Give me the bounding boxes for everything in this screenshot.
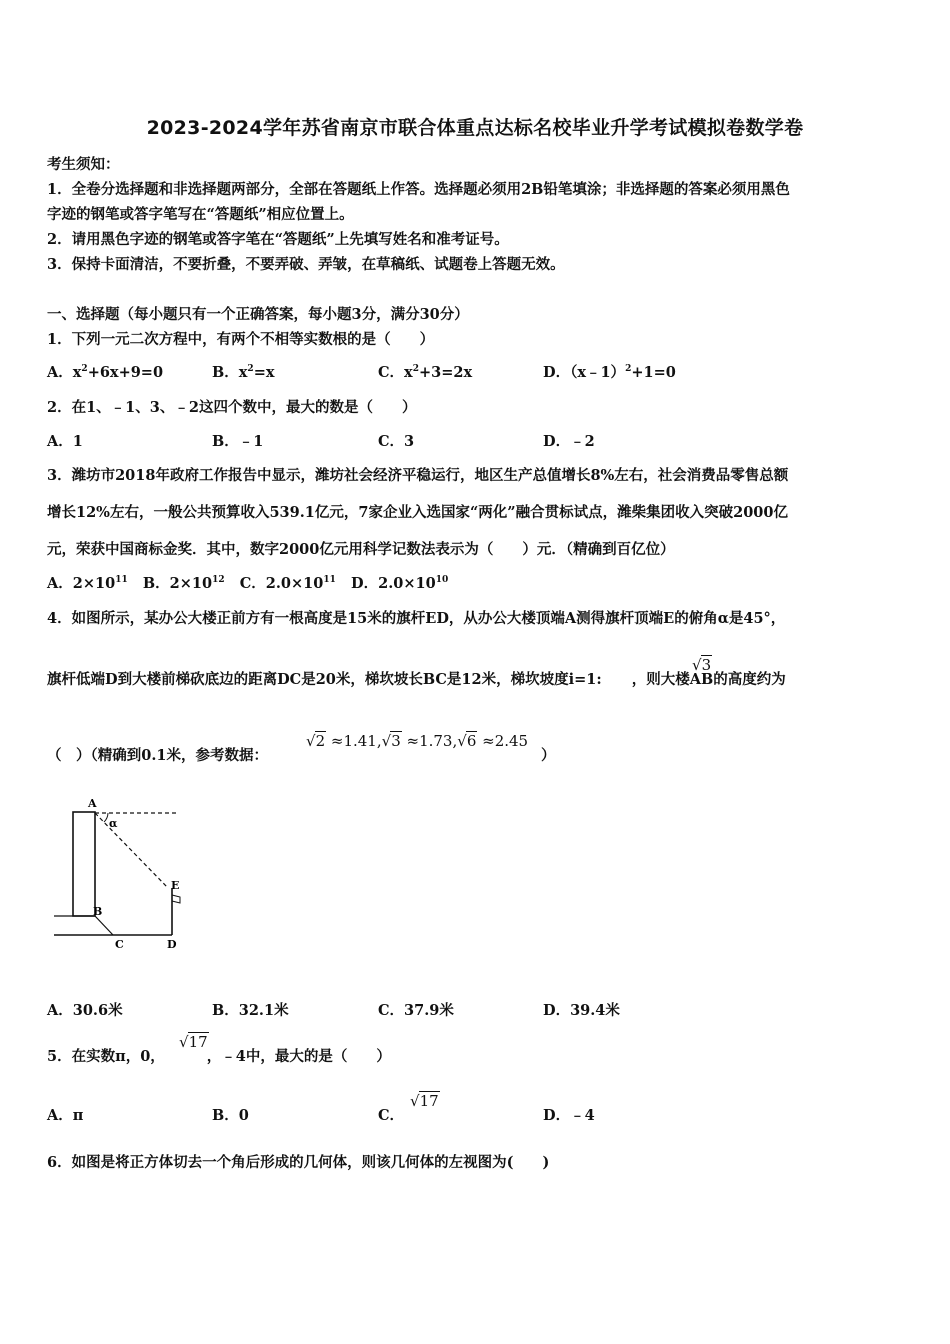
q1-option-a: A．$x^2+6x+9=0$ (47, 364, 164, 381)
notice-item: 字迹的钢笔或答字笔写在“答题纸”相应位置上。 (47, 206, 354, 223)
notice-item: 2．请用黑色字迹的钢笔或答字笔在“答题纸”上先填写姓名和准考证号。 (47, 231, 509, 248)
label-b: B (93, 905, 103, 918)
question-3-line: 元，荣获中国商标金奖．其中，数字2000亿元用科学记数法表示为（ ）元．（精确到百亿位） (47, 541, 675, 558)
q3-option-b: B．$2\times 10^{12}$ (142, 575, 225, 592)
label-a: A (88, 797, 97, 810)
q4-option-c: C．37.9米 (378, 1002, 454, 1019)
sqrt3-radical: √3 (692, 656, 712, 674)
q4-option-b: B．32.1米 (212, 1002, 289, 1019)
q2-option-a: A．1 (47, 433, 83, 450)
question-4-line: 旗杆低端D到大楼前梯砍底边的距离DC是20米，梯坎坡长BC是12米，梯坎坡度i=1: ，则大楼AB的高度约为 (47, 671, 786, 688)
q5-option-b: B．0 (212, 1107, 249, 1124)
question-2-stem: 2．在1、﹣1、3、﹣2这四个数中，最大的数是（ ） (47, 399, 417, 416)
q3-option-c: C．$2.0\times 10^{11}$ (239, 575, 336, 592)
notice-heading: 考生须知： (47, 156, 120, 173)
q2-option-d: D．﹣2 (543, 433, 595, 450)
sqrt17-radical: √17 (179, 1033, 208, 1051)
flag (172, 895, 180, 903)
question-6-stem: 6．如图是将正方体切去一个角后形成的几何体，则该几何体的左视图为( ) (47, 1154, 550, 1171)
q2-option-b: B．﹣1 (212, 433, 264, 450)
q1-option-c: C．$x^2+3=2x$ (378, 364, 473, 381)
question-5-stem: 5．在实数π，0， ，﹣4中，最大的是（ ） (47, 1048, 391, 1065)
q2-option-c: C．3 (378, 433, 415, 450)
question-1-stem: 1．下列一元二次方程中，有两个不相等实数根的是（ ） (47, 331, 435, 348)
q4-option-a: A．30.6米 (47, 1002, 123, 1019)
notice-item: 3．保持卡面清洁，不要折叠，不要弄破、弄皱，在草稿纸、试题卷上答题无效。 (47, 256, 565, 273)
q4-option-d: D．39.4米 (543, 1002, 620, 1019)
q5-option-a: A．π (47, 1107, 84, 1124)
notice-item: 1．全卷分选择题和非选择题两部分，全部在答题纸上作答。选择题必须用2B铅笔填涂；非选择题的答案必须用黑色 (47, 181, 790, 198)
q5-option-d: D．﹣4 (543, 1107, 595, 1124)
q1-option-b: B．$x^2=x$ (212, 364, 275, 381)
page-title: 2023-2024学年苏省南京市联合体重点达标名校毕业升学考试模拟卷数学卷 (146, 117, 804, 139)
slope-bc (95, 916, 113, 935)
q3-options (47, 572, 448, 593)
reference-data: √2 ≈1.41,√3 ≈1.73,√6 ≈2.45 (306, 732, 529, 750)
label-d: D (167, 938, 177, 951)
question-3-line: 增长12%左右，一般公共预算收入539.1亿元，7家企业入选国家“两化”融合贯标试点，潍柴集团收入突破2000亿 (47, 504, 788, 521)
q3-option-a: A．$2\times 10^{11}$ (47, 575, 128, 592)
q5-option-c-label: C． (378, 1107, 405, 1124)
paren-close: ） (541, 747, 556, 764)
label-e: E (171, 879, 180, 892)
question-4-line: （ ）（精确到0.1米，参考数据： (47, 747, 268, 764)
building-shape (73, 812, 95, 916)
q3-option-d: D．$2.0\times 10^{10}$ (351, 575, 449, 592)
question-3-line: 3．潍坊市2018年政府工作报告中显示，潍坊社会经济平稳运行，地区生产总值增长8%左右，社会消费品零售总额 (47, 467, 789, 484)
depression-sightline (95, 813, 168, 888)
label-c: C (115, 938, 124, 951)
section-heading: 一、选择题（每小题只有一个正确答案，每小题3分，满分30分） (47, 306, 469, 323)
question-4-line: 4．如图所示，某办公大楼正前方有一根高度是15米的旗杆ED，从办公大楼顶端A测得旗杆顶端E的俯角α是45°， (47, 610, 786, 627)
building-flagpole-figure (50, 795, 190, 955)
label-alpha: α (109, 817, 118, 830)
q1-option-d: D．（x﹣1）$^2$+1=0 (543, 364, 676, 381)
q5-option-c-radical: √17 (410, 1092, 439, 1110)
